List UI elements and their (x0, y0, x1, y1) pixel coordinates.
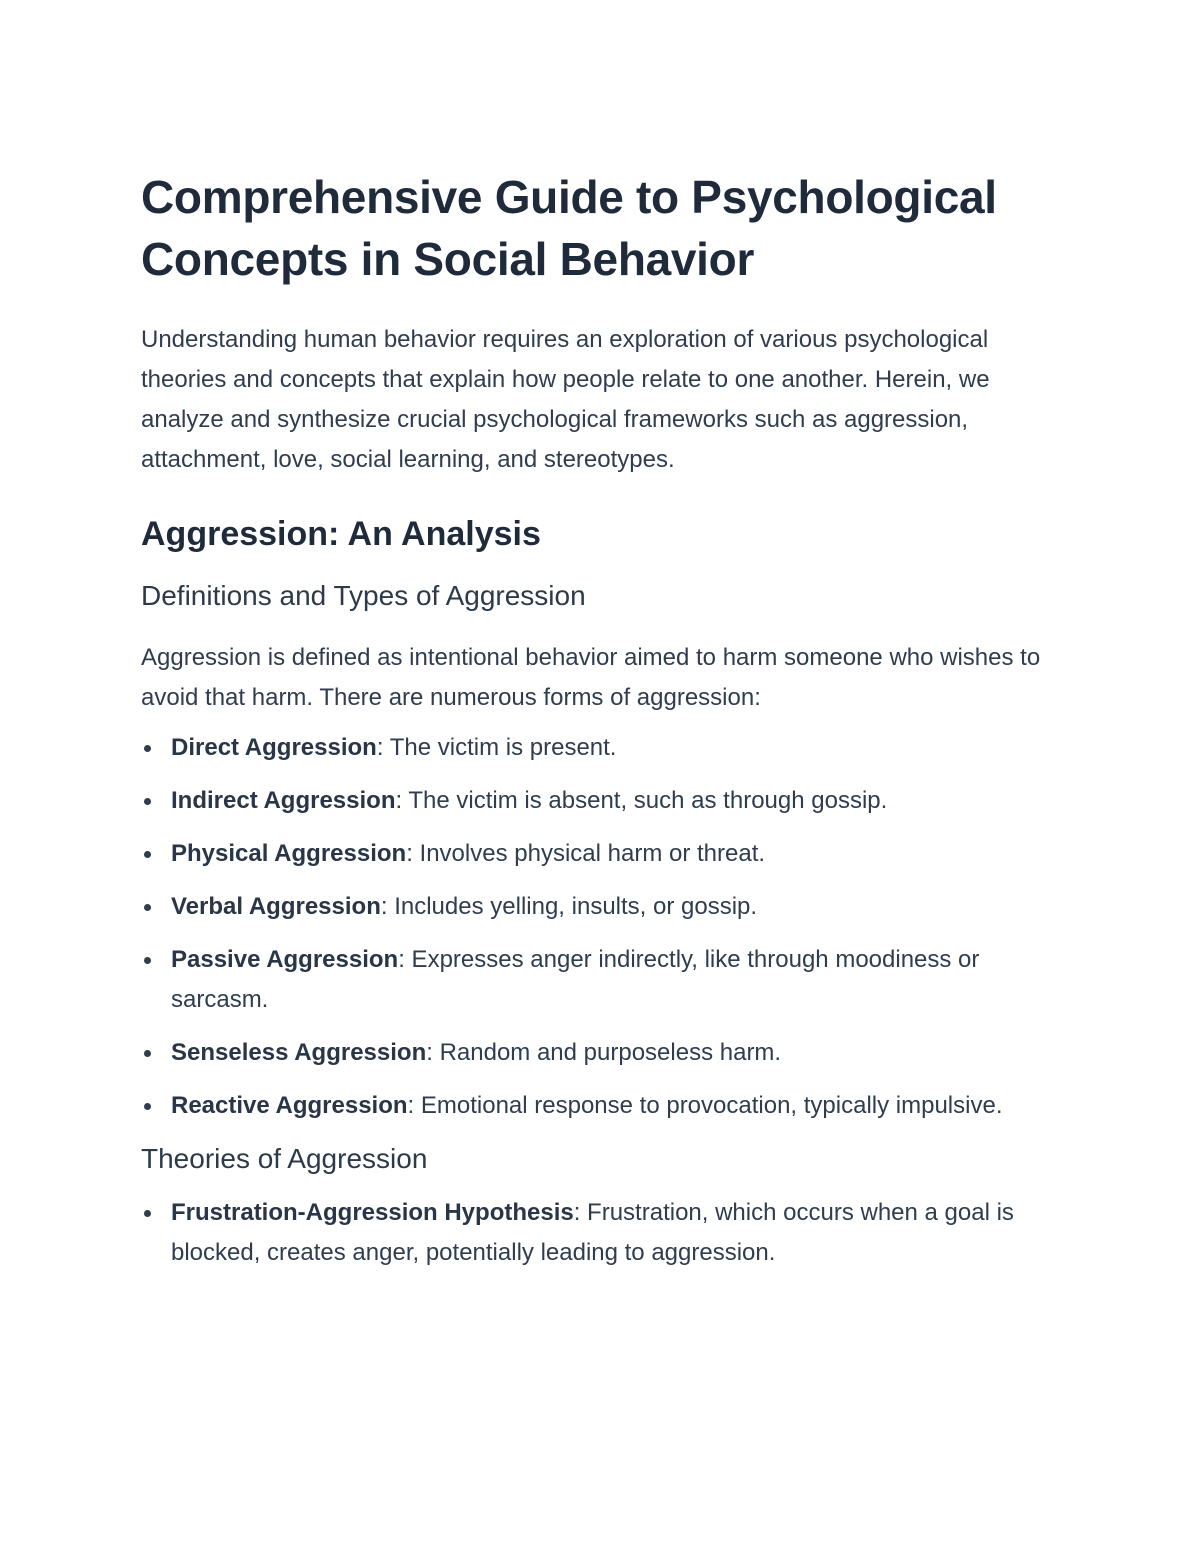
bullet-icon (144, 1050, 151, 1057)
subheading-theories: Theories of Aggression (141, 1143, 428, 1174)
list-item-description: Expresses anger indirectly, like through moodiness or sarcasm. (171, 946, 980, 1013)
list-item-term: Direct Aggression (171, 734, 377, 761)
intro-paragraph: Understanding human behavior requires an exploration of various psychological theories and concepts that explain how people relate to one another. Herein, we analyze and synthesize crucial psychological frameworks such as aggression, attachment, love, social learning, and stereotypes. (141, 326, 990, 473)
list-item-term: Reactive Aggression (171, 1092, 408, 1119)
list-item-separator: : (573, 1199, 581, 1226)
bullet-icon (144, 798, 151, 805)
list-item (141, 781, 1060, 821)
list-item-description: Frustration, which occurs when a goal is blocked, creates anger, potentially leading to aggression. (171, 1199, 1014, 1266)
list-item-term: Verbal Aggression (171, 893, 381, 920)
list-item-description: Includes yelling, insults, or gossip. (387, 893, 758, 920)
list-item-term: Physical Aggression (171, 840, 407, 867)
bullet-icon (144, 1103, 151, 1110)
aggression-theories-list (141, 1193, 1060, 1273)
list-item (141, 1086, 1060, 1126)
list-item-description: Emotional response to provocation, typically impulsive. (414, 1092, 1003, 1119)
list-item-term: Indirect Aggression (171, 787, 396, 814)
list-item-description: Involves physical harm or threat. (412, 840, 766, 867)
list-item-separator: : (398, 946, 405, 973)
list-item (141, 940, 1060, 1020)
list-item-separator: : (407, 1092, 415, 1119)
bullet-icon (144, 1210, 151, 1217)
bullet-icon (144, 851, 151, 858)
list-item-description: Random and purposeless harm. (432, 1039, 782, 1066)
list-item (141, 834, 1060, 874)
list-item-description: The victim is present. (383, 734, 617, 761)
section-heading-aggression: Aggression: An Analysis (141, 515, 541, 553)
bullet-icon (144, 745, 151, 752)
list-item-separator: : (380, 893, 388, 920)
list-item (141, 728, 1060, 768)
list-item-separator: : (395, 787, 403, 814)
list-item-description: The victim is absent, such as through gossip. (402, 787, 888, 814)
list-item (141, 1193, 1060, 1273)
document-title: Comprehensive Guide to Psychological Concepts in Social Behavior (141, 171, 997, 285)
list-item-term: Senseless Aggression (171, 1039, 427, 1066)
bullet-icon (144, 957, 151, 964)
list-item-separator: : (376, 734, 384, 761)
aggression-types-list (141, 728, 1060, 1126)
list-item (141, 1033, 1060, 1073)
list-item-term: Passive Aggression (171, 946, 399, 973)
bullet-icon (144, 904, 151, 911)
definitions-paragraph: Aggression is defined as intentional behavior aimed to harm someone who wishes to avoid that harm. There are numerous forms of aggression: (141, 644, 1041, 711)
subheading-definitions: Definitions and Types of Aggression (141, 580, 586, 611)
list-item (141, 887, 1060, 927)
list-item-separator: : (406, 840, 413, 867)
list-item-term: Frustration-Aggression Hypothesis (171, 1199, 574, 1226)
list-item-separator: : (426, 1039, 433, 1066)
